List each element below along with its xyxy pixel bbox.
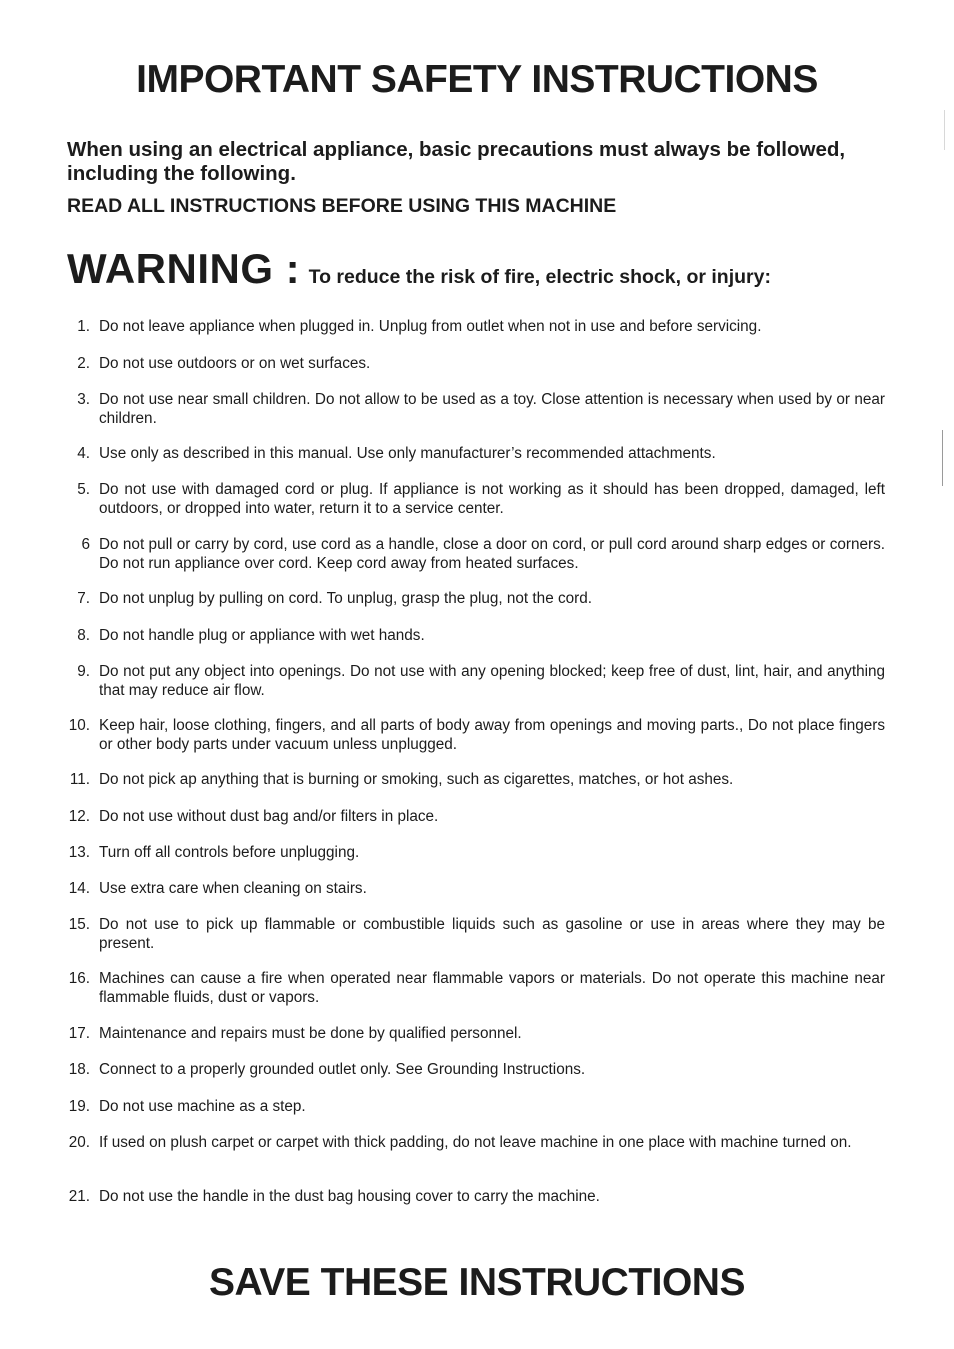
rule-number: 10. — [68, 717, 90, 734]
rule-text: Do not handle plug or appliance with wet hands. — [99, 627, 425, 644]
rule-number: 5. — [77, 481, 90, 498]
rule-number: 8. — [77, 627, 90, 644]
rule-number: 9. — [77, 663, 90, 680]
rule-text: Do not put any object into openings. Do not use with any opening blocked; keep free of dust, lint, hair, and anything that may reduce air flow. — [99, 663, 885, 699]
rule-text: Machines can cause a fire when operated near flammable vapors or materials. Do not operate this machine near flammable fluids, dust or vapors. — [99, 970, 885, 1006]
rule-number: 12. — [68, 808, 90, 825]
rule-number: 4. — [77, 445, 90, 462]
rule-number: 11. — [69, 771, 90, 788]
rule-number: 13. — [68, 844, 90, 861]
rule-text: Use extra care when cleaning on stairs. — [99, 880, 367, 897]
scan-edge-mark — [942, 430, 943, 486]
save-instructions-title: SAVE THESE INSTRUCTIONS — [208, 1261, 745, 1304]
rule-number: 17. — [68, 1025, 90, 1042]
rule-number: 3. — [77, 391, 90, 408]
rule-text: If used on plush carpet or carpet with thick padding, do not leave machine in one place with machine turned on. — [99, 1134, 852, 1151]
rule-text: Do not pull or carry by cord, use cord as a handle, close a door on cord, or pull cord around sharp edges or corners. Do not run appliance over cord. Keep cord away from heated surfaces. — [99, 536, 885, 572]
rule-number: 7. — [77, 590, 90, 607]
rule-text: Do not unplug by pulling on cord. To unplug, grasp the plug, not the cord. — [99, 590, 592, 607]
rule-text: Maintenance and repairs must be done by qualified personnel. — [99, 1025, 522, 1042]
warning-label: WARNING : — [67, 245, 301, 292]
rule-number: 2. — [77, 355, 90, 372]
rule-number: 20. — [68, 1134, 90, 1151]
rule-number: 1. — [77, 318, 90, 335]
rule-text: Do not use machine as a step. — [99, 1098, 306, 1115]
rule-text: Do not use the handle in the dust bag housing cover to carry the machine. — [99, 1188, 600, 1205]
rule-text: Connect to a properly grounded outlet only. See Grounding Instructions. — [99, 1061, 586, 1078]
scan-edge-mark — [944, 110, 945, 150]
rule-text: Do not leave appliance when plugged in. Unplug from outlet when not in use and before servicing. — [99, 318, 762, 335]
page-title: IMPORTANT SAFETY INSTRUCTIONS — [136, 58, 818, 101]
warning-heading — [67, 244, 771, 294]
rule-text: Do not use to pick up flammable or combustible liquids such as gasoline or use in areas where they may be present. — [99, 916, 885, 952]
warning-subtitle: To reduce the risk of fire, electric shock, or injury: — [308, 266, 771, 288]
rule-text: Turn off all controls before unplugging. — [99, 844, 360, 861]
rule-number: 6 — [81, 536, 90, 553]
rule-text: Do not use near small children. Do not allow to be used as a toy. Close attention is necessary when used by or near children. — [99, 391, 885, 427]
rule-text: Keep hair, loose clothing, fingers, and all parts of body away from openings and moving parts., Do not place fingers or other body parts under vacuum unless unplugged. — [99, 717, 885, 753]
rule-number: 16. — [68, 970, 90, 987]
rule-text: Use only as described in this manual. Use only manufacturer’s recommended attachments. — [99, 445, 716, 462]
rule-number: 19. — [68, 1098, 90, 1115]
rule-text: Do not pick ap anything that is burning or smoking, such as cigarettes, matches, or hot ashes. — [99, 771, 734, 788]
rule-number: 18. — [68, 1061, 90, 1078]
rule-text: Do not use with damaged cord or plug. If appliance is not working as it should has been dropped, damaged, left outdoors, or dropped into water, return it to a service center. — [99, 481, 885, 517]
read-all-notice: READ ALL INSTRUCTIONS BEFORE USING THIS MACHINE — [67, 195, 617, 217]
rule-number: 15. — [68, 916, 90, 933]
rule-text: Do not use outdoors or on wet surfaces. — [99, 355, 371, 372]
rule-number: 21. — [68, 1188, 90, 1205]
rule-text: Do not use without dust bag and/or filters in place. — [99, 808, 439, 825]
rule-number: 14. — [68, 880, 90, 897]
intro-text: When using an electrical appliance, basic precautions must always be followed, including the following. — [67, 138, 846, 185]
